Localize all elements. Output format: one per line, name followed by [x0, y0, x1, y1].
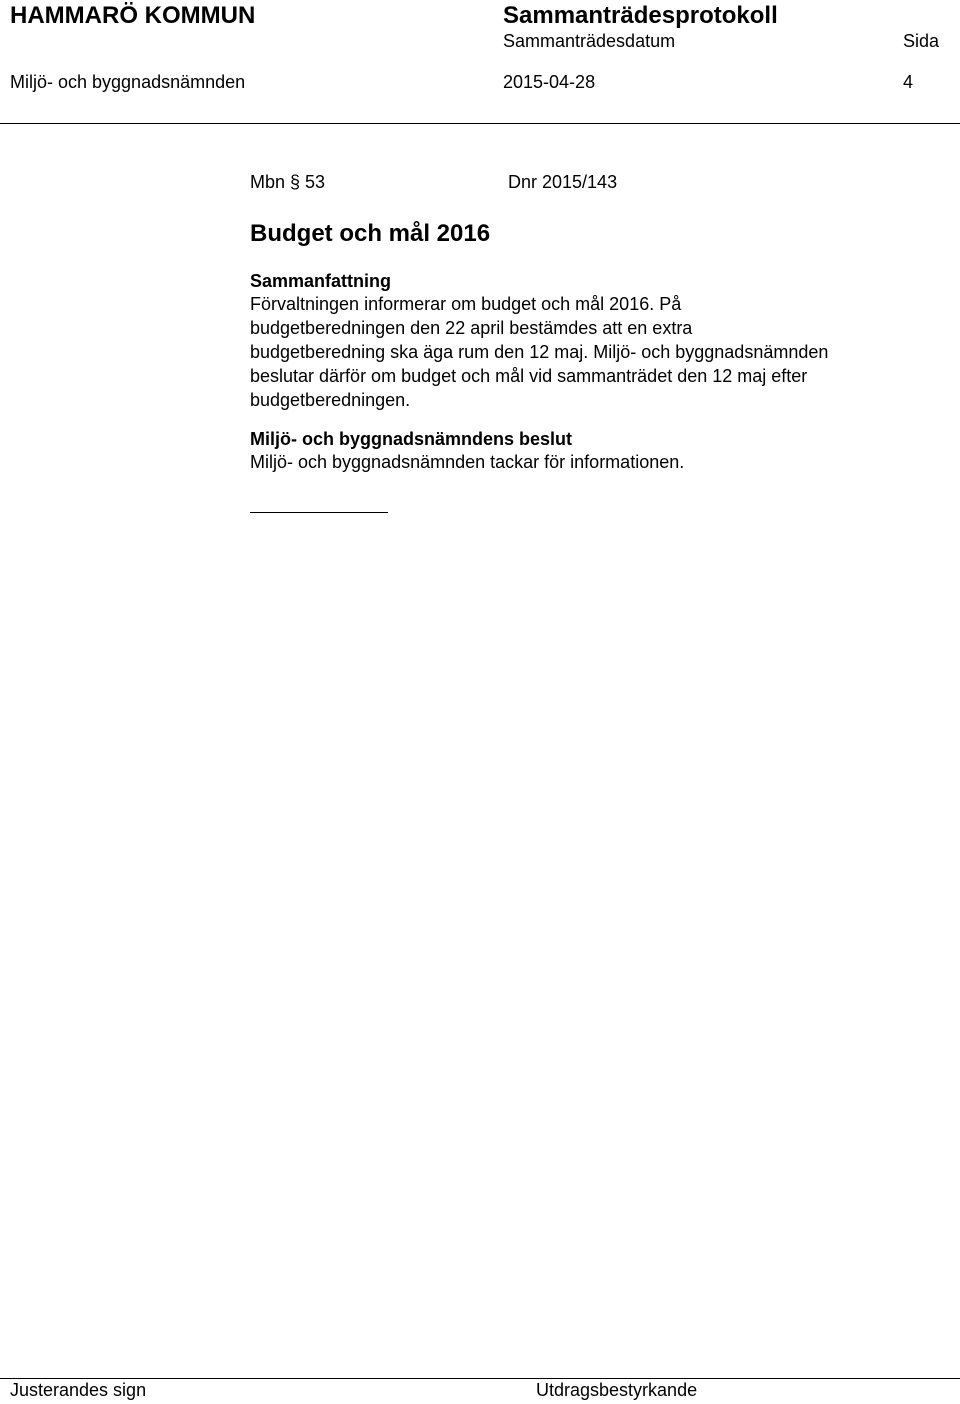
decision-text: Miljö- och byggnadsnämnden tackar för informationen. — [250, 452, 685, 472]
case-title: Budget och mål 2016 — [250, 220, 491, 247]
summary-heading: Sammanfattning — [250, 271, 392, 291]
decision-heading: Miljö- och byggnadsnämndens beslut — [250, 429, 573, 449]
org-name: HAMMARÖ KOMMUN — [10, 2, 256, 29]
summary-line: budgetberedning ska äga rum den 12 maj. Miljö- och byggnadsnämnden — [250, 342, 829, 362]
footer-divider — [0, 1378, 960, 1379]
document-type: Sammanträdesprotokoll — [503, 2, 778, 29]
summary-text — [250, 292, 940, 412]
case-paragraph-number: Mbn § 53 — [250, 172, 326, 192]
meeting-date-label: Sammanträdesdatum — [503, 31, 676, 51]
case-reference-row — [250, 170, 940, 198]
summary-line: Förvaltningen informerar om budget och mål 2016. På — [250, 294, 682, 314]
summary-line: beslutar därför om budget och mål vid sammanträdet den 12 maj efter — [250, 366, 808, 386]
case-section — [250, 170, 940, 513]
extract-certification-label: Utdragsbestyrkande — [536, 1380, 698, 1400]
summary-line: budgetberedningen. — [250, 390, 411, 410]
section-end-divider — [250, 512, 388, 513]
case-diary-number: Dnr 2015/143 — [508, 172, 618, 192]
board-name: Miljö- och byggnadsnämnden — [10, 72, 246, 92]
page-number: 4 — [903, 72, 914, 92]
page-label: Sida — [903, 31, 940, 51]
summary-line: budgetberedningen den 22 april bestämdes att en extra — [250, 318, 693, 338]
header-divider — [0, 123, 960, 124]
meeting-date: 2015-04-28 — [503, 72, 596, 92]
signature-label: Justerandes sign — [10, 1380, 147, 1400]
